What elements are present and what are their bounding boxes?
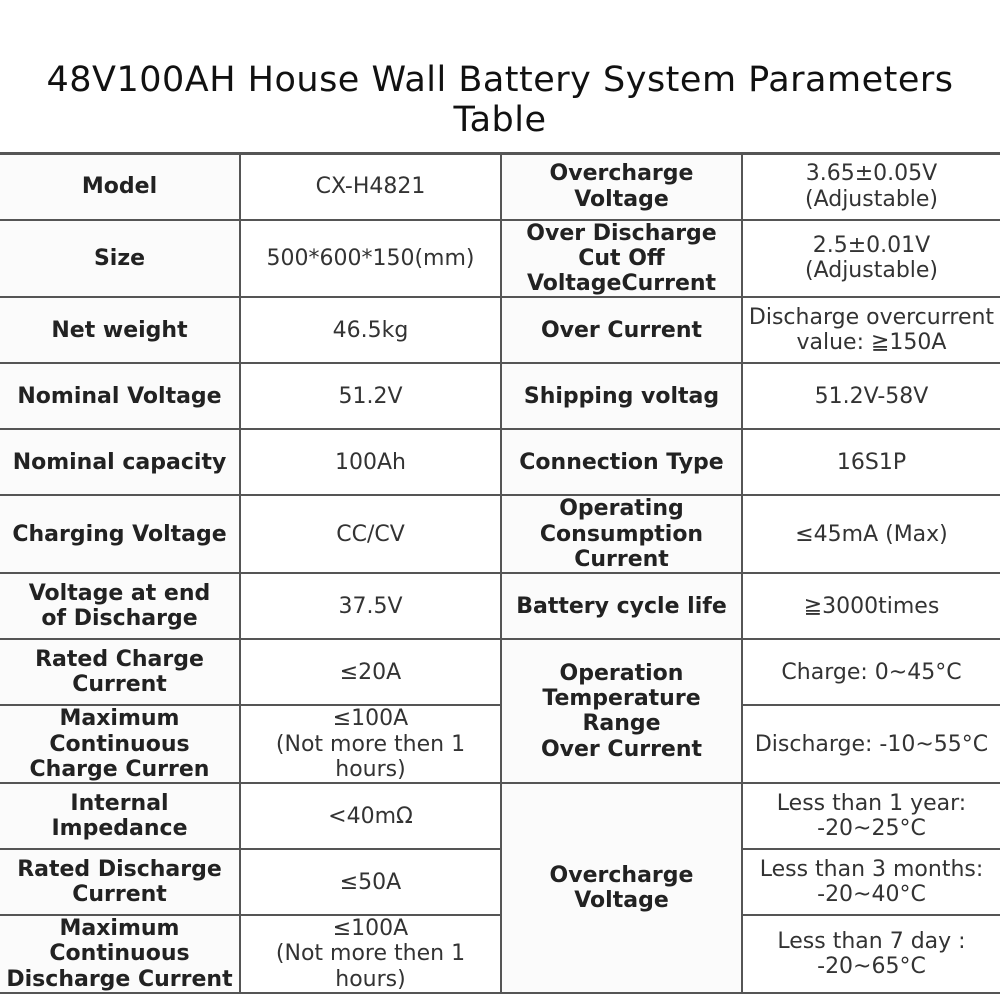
label-cell: Size xyxy=(0,220,240,298)
label-cell: Charging Voltage xyxy=(0,495,240,573)
label-cell: Net weight xyxy=(0,297,240,363)
value-cell: ≤50A xyxy=(240,849,501,915)
label-line: Over Discharge Cut Off xyxy=(526,220,717,271)
value-cell: ≤45mA (Max) xyxy=(742,495,1000,573)
table-row xyxy=(0,573,1000,639)
label-cell: Overcharge Voltage xyxy=(501,783,742,993)
value-cell xyxy=(240,915,501,993)
label-cell: Nominal capacity xyxy=(0,429,240,495)
label-line: VoltageCurrent xyxy=(526,271,717,297)
value-line: ≤100A xyxy=(332,706,409,732)
value-line: -20~40°C xyxy=(817,882,926,908)
value-line: Less than 1 year: xyxy=(776,790,967,816)
value-line: Less than 3 months: xyxy=(759,856,984,882)
value-cell: CC/CV xyxy=(240,495,501,573)
label-cell: Battery cycle life xyxy=(501,573,742,639)
label-line: Operating Consumption xyxy=(539,496,704,547)
value-line: 2.5±0.01V xyxy=(812,233,931,259)
value-cell xyxy=(742,849,1000,915)
label-line: of Discharge xyxy=(41,606,198,632)
value-cell: Charge: 0~45°C xyxy=(742,639,1000,705)
label-line: Operation xyxy=(559,660,684,686)
label-line: Current xyxy=(72,882,167,908)
value-cell: Discharge: -10~55°C xyxy=(742,705,1000,783)
label-cell xyxy=(0,915,240,993)
label-cell xyxy=(501,495,742,573)
label-line: Maximum Continuous xyxy=(49,916,190,967)
table-row xyxy=(0,915,1000,993)
value-cell xyxy=(742,783,1000,849)
label-cell xyxy=(0,849,240,915)
label-line: Temperature Range xyxy=(542,685,701,737)
label-cell: Overcharge Voltage xyxy=(501,154,742,220)
table-row xyxy=(0,154,1000,220)
value-cell xyxy=(742,154,1000,220)
table-row xyxy=(0,705,1000,783)
value-line: (Not more then 1 hours) xyxy=(275,941,466,992)
label-cell xyxy=(501,639,742,783)
value-cell: 16S1P xyxy=(742,429,1000,495)
value-cell: 500*600*150(mm) xyxy=(240,220,501,298)
label-cell: Internal Impedance xyxy=(0,783,240,849)
table-row xyxy=(0,429,1000,495)
value-line: -20~25°C xyxy=(817,816,926,842)
label-cell: Connection Type xyxy=(501,429,742,495)
table-row xyxy=(0,297,1000,363)
table-row xyxy=(0,783,1000,849)
table-row xyxy=(0,849,1000,915)
value-cell: CX-H4821 xyxy=(240,154,501,220)
value-cell xyxy=(742,220,1000,298)
label-line: Rated Charge xyxy=(35,646,204,672)
table-row xyxy=(0,220,1000,298)
value-line: (Adjustable) xyxy=(804,186,939,212)
value-line: Discharge overcurrent xyxy=(748,305,995,331)
label-line: Current xyxy=(72,672,167,698)
table-row xyxy=(0,495,1000,573)
value-line: ≤100A xyxy=(332,916,409,942)
label-cell: Over Current xyxy=(501,297,742,363)
value-cell: 46.5kg xyxy=(240,297,501,363)
label-line: Rated Discharge xyxy=(17,856,222,882)
label-cell: Nominal Voltage xyxy=(0,363,240,429)
value-cell: ≧3000times xyxy=(742,573,1000,639)
label-cell xyxy=(0,573,240,639)
value-cell: ≤20A xyxy=(240,639,501,705)
value-cell xyxy=(240,705,501,783)
table-row xyxy=(0,363,1000,429)
value-line: (Not more then 1 hours) xyxy=(275,731,466,782)
value-cell xyxy=(742,297,1000,363)
value-cell xyxy=(742,915,1000,993)
value-cell: 37.5V xyxy=(240,573,501,639)
label-cell xyxy=(501,220,742,298)
value-cell: <40mΩ xyxy=(240,783,501,849)
label-cell: Model xyxy=(0,154,240,220)
value-line: value: ≧150A xyxy=(796,330,947,356)
value-line: -20~65°C xyxy=(817,954,926,980)
value-line: Less than 7 day : xyxy=(777,928,966,954)
label-line: Current xyxy=(574,546,669,572)
label-line: Charge Curren xyxy=(29,756,210,782)
value-cell: 51.2V xyxy=(240,363,501,429)
value-cell: 100Ah xyxy=(240,429,501,495)
value-line: 3.65±0.05V xyxy=(805,161,938,187)
page-title: 48V100AH House Wall Battery System Parameters Table xyxy=(46,60,954,140)
table-row xyxy=(0,639,1000,705)
label-line: Discharge Current xyxy=(6,966,233,992)
label-cell xyxy=(0,705,240,783)
label-cell xyxy=(0,639,240,705)
label-line: Maximum Continuous xyxy=(49,706,190,757)
value-line: (Adjustable) xyxy=(804,258,939,284)
label-line: Over Current xyxy=(540,736,703,762)
label-line: Voltage at end xyxy=(28,580,211,606)
parameters-table xyxy=(0,152,1000,994)
value-cell: 51.2V-58V xyxy=(742,363,1000,429)
label-cell: Shipping voltag xyxy=(501,363,742,429)
